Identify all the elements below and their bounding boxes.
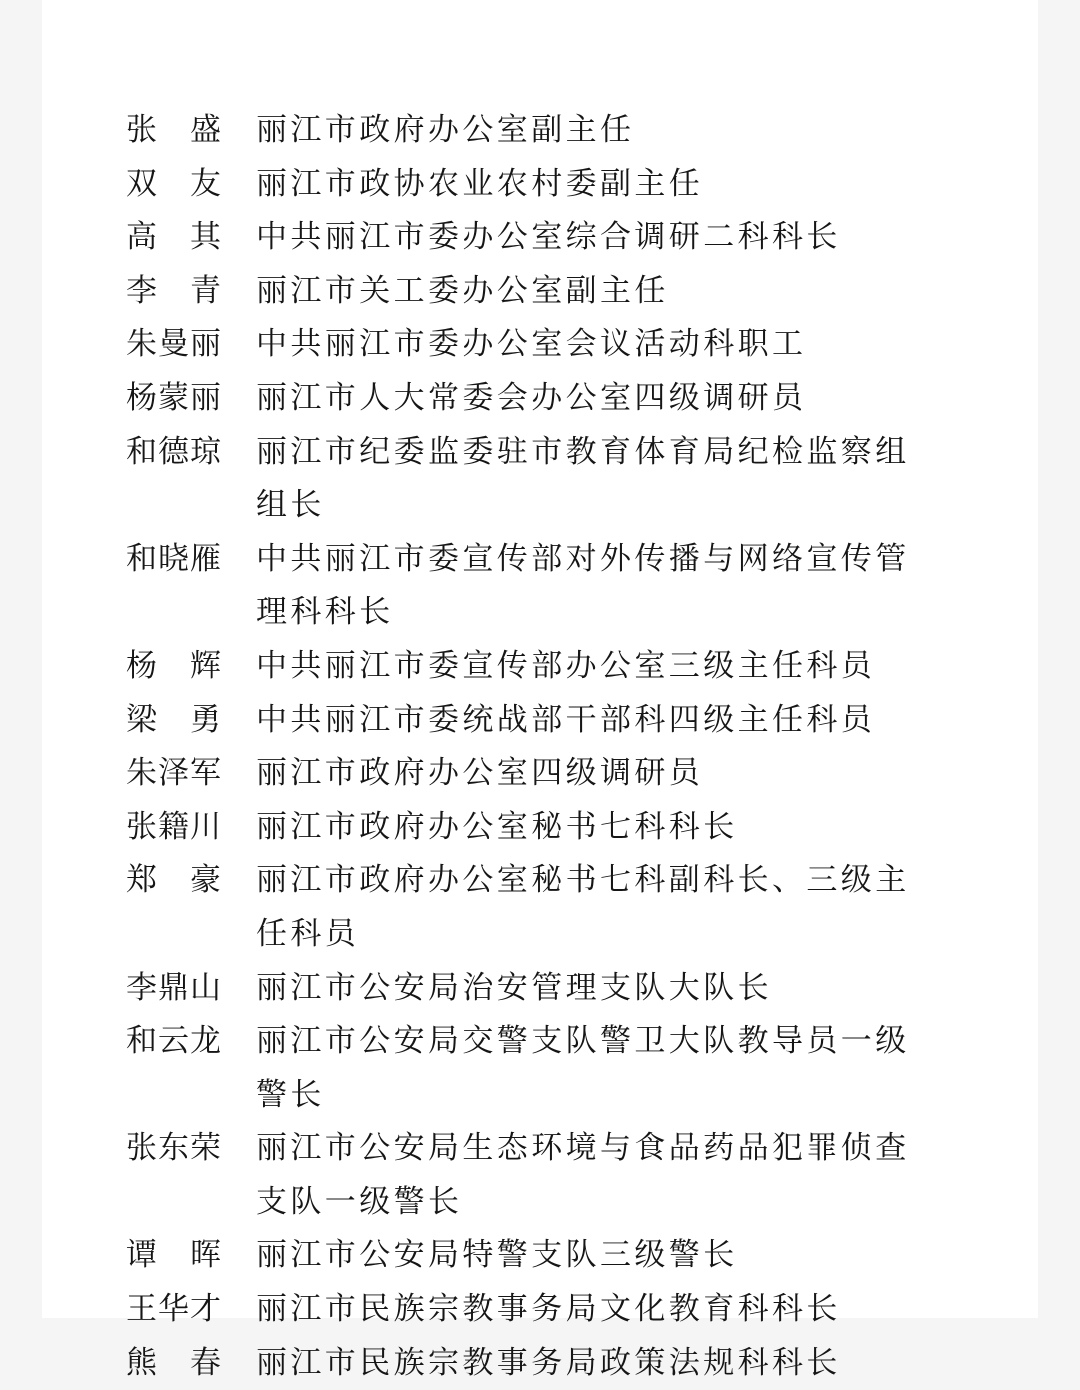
person-title: 丽江市政协农业农村委副主任 [256,165,704,202]
list-item [126,1122,946,1229]
person-title: 中共丽江市委办公室综合调研二科科长 [256,219,841,256]
name-char: 谭 [126,1237,158,1274]
list-item [126,801,946,855]
name-char: 盛 [190,112,222,148]
person-title: 丽江市民族宗教事务局政策法规科科长 [256,1344,841,1381]
person-name: 李鼎山 [126,969,222,1006]
person-title: 丽江市公安局交警支队警卫大队教导员一级警长 [256,1023,910,1113]
list-item [126,640,946,694]
person-title: 丽江市政府办公室秘书七科科长 [256,808,738,845]
person-name: 和德琼 [126,433,222,470]
person-title: 丽江市公安局特警支队三级警长 [256,1237,738,1274]
name-char: 其 [190,219,222,256]
person-name [126,211,222,265]
list-item [126,426,946,533]
name-char: 梁 [126,701,158,738]
person-name: 朱曼丽 [126,326,222,363]
person-title: 丽江市政府办公室副主任 [256,112,635,148]
person-name: 和云龙 [126,1023,222,1060]
person-name: 朱泽军 [126,755,222,792]
list-item [126,318,946,372]
list-item [126,1337,946,1390]
list-item [126,854,946,961]
list-item [126,265,946,319]
person-name [126,265,222,319]
name-char: 郑 [126,862,158,899]
name-char: 辉 [190,647,222,684]
list-item [126,533,946,640]
name-char: 春 [190,1344,222,1381]
person-title: 丽江市政府办公室秘书七科副科长、三级主任科员 [256,862,910,952]
name-char: 高 [126,219,158,256]
person-title: 中共丽江市委办公室会议活动科职工 [256,326,807,363]
person-name [126,1229,222,1283]
person-name: 杨蒙丽 [126,379,222,416]
person-title: 丽江市关工委办公室副主任 [256,272,669,309]
name-char: 双 [126,165,158,202]
person-name: 王华才 [126,1291,222,1328]
name-char: 勇 [190,701,222,738]
list-item [126,694,946,748]
list-item [126,1015,946,1122]
list-item [126,1229,946,1283]
person-title: 丽江市人大常委会办公室四级调研员 [256,379,807,416]
person-title: 中共丽江市委宣传部对外传播与网络宣传管理科科长 [256,540,910,631]
person-name [126,854,222,908]
person-title: 丽江市纪委监委驻市教育体育局纪检监察组组长 [256,433,910,524]
list-item [126,962,946,1016]
list-item [126,372,946,426]
person-title: 丽江市民族宗教事务局文化教育科科长 [256,1291,841,1328]
person-name [126,104,222,158]
list-item [126,104,946,158]
person-title: 中共丽江市委宣传部办公室三级主任科员 [256,647,876,684]
list-item [126,211,946,265]
person-name [126,694,222,748]
name-char: 青 [190,272,222,309]
person-name [126,1337,222,1390]
person-name [126,640,222,694]
person-name: 张籍川 [126,808,222,845]
name-char: 张 [126,112,158,148]
list-item [126,158,946,212]
name-char: 友 [190,165,222,202]
personnel-list [126,104,946,1390]
list-item [126,1283,946,1337]
person-title: 丽江市政府办公室四级调研员 [256,755,704,792]
document-page [42,0,1038,1381]
person-title: 中共丽江市委统战部干部科四级主任科员 [256,701,876,738]
person-name: 和晓雁 [126,540,222,577]
person-title: 丽江市公安局生态环境与食品药品犯罪侦查支队一级警长 [256,1130,910,1220]
name-char: 李 [126,272,158,309]
name-char: 豪 [190,862,222,899]
person-name: 张东荣 [126,1130,222,1167]
person-title: 丽江市公安局治安管理支队大队长 [256,969,772,1006]
name-char: 杨 [126,647,158,684]
list-item [126,747,946,801]
name-char: 晖 [190,1237,222,1274]
person-name [126,158,222,212]
name-char: 熊 [126,1344,158,1381]
